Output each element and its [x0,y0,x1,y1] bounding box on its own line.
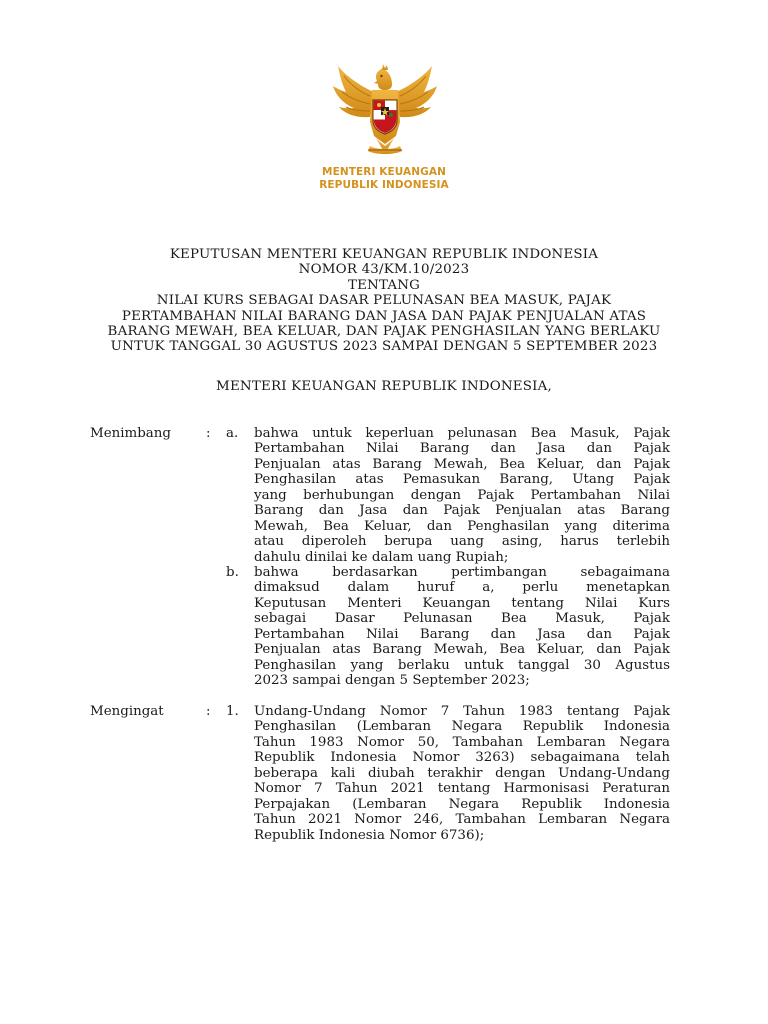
ministry-name-line1: MENTERI KEUANGAN [322,166,446,178]
text-line: Undang-Undang Nomor 7 Tahun 1983 tentang Pajak [254,704,670,719]
text-line: 2023 sampai dengan 5 September 2023; [254,673,530,689]
text-line: Keputusan Menteri Keuangan tentang Nilai Kurs [254,595,670,611]
garuda-pancasila-emblem-icon [330,62,440,158]
decree-title: KEPUTUSAN MENTERI KEUANGAN REPUBLIK INDONESIA [169,247,599,262]
text-line: Pertambahan Nilai Barang dan Jasa dan Pajak [254,626,670,642]
text-line: bahwa berdasarkan pertimbangan sebagaimana [254,565,670,580]
text-line: Republik Indonesia Nomor 3263) sebagaimana telah [254,750,670,766]
decree-header [60,247,708,355]
ministry-name-line2: REPUBLIK INDONESIA [319,179,449,191]
text-line: Tahun 2021 Nomor 246, Tambahan Lembaran Negara [254,812,670,828]
issuer-line: MENTERI KEUANGAN REPUBLIK INDONESIA, [216,379,552,394]
decree-subject-line: BARANG MEWAH, BEA KELUAR, DAN PAJAK PENGHASILAN YANG BERLAKU [107,324,661,340]
text-line: Tahun 1983 Nomor 50, Tambahan Lembaran Negara [254,734,670,750]
menimbang-item-b [254,565,670,689]
text-line: Republik Indonesia Nomor 6736); [254,827,485,843]
text-line: Penghasilan atas Pemasukan Barang, Utang Pajak [254,472,670,488]
menimbang-item-a [254,426,670,565]
text-line: Perpajakan (Lembaran Negara Republik Indonesia [254,796,670,812]
text-line: yang berhubungan dengan Pajak Pertambahan Nilai [254,487,670,503]
text-line: bahwa untuk keperluan pelunasan Bea Masuk, Pajak [254,426,670,441]
mengingat-item-marker: 1. [226,704,239,719]
menimbang-colon: : [206,426,211,441]
menimbang-item-marker: b. [226,565,239,580]
text-line: Penghasilan (Lembaran Negara Republik Indonesia [254,719,670,735]
text-line: Barang dan Jasa dan Pajak Penjualan atas Barang [254,503,670,519]
text-line: dahulu dinilai ke dalam uang Rupiah; [254,549,509,565]
text-line: Mewah, Bea Keluar, dan Penghasilan yang diterima [254,518,670,534]
mengingat-item-1 [254,704,670,843]
text-line: sebagai Dasar Pelunasan Bea Masuk, Pajak [254,611,670,627]
decree-number: NOMOR 43/KM.10/2023 [298,262,470,278]
decree-tentang: TENTANG [347,277,421,293]
menimbang-label: Menimbang [90,426,171,441]
text-line: Penjualan atas Barang Mewah, Bea Keluar, dan Pajak [254,456,670,472]
text-line: beberapa kali diubah terakhir dengan Undang-Undang [254,765,670,781]
decree-subject-line: UNTUK TANGGAL 30 AGUSTUS 2023 SAMPAI DENGAN 5 SEPTEMBER 2023 [110,339,658,355]
mengingat-colon: : [206,704,211,719]
text-line: Nomor 7 Tahun 2021 tentang Harmonisasi Peraturan [254,781,670,797]
text-line: Penghasilan yang berlaku untuk tanggal 30 Agustus [254,657,670,673]
menimbang-item-marker: a. [226,426,239,441]
mengingat-label: Mengingat [90,704,164,719]
letterhead [300,62,468,192]
text-line: Penjualan atas Barang Mewah, Bea Keluar, dan Pajak [254,642,670,658]
text-line: dimaksud dalam huruf a, perlu menetapkan [254,580,670,596]
text-line: atau diperoleh berupa uang asing, harus terlebih [254,534,670,550]
text-line: Pertambahan Nilai Barang dan Jasa dan Pajak [254,441,670,457]
decree-subject-line: NILAI KURS SEBAGAI DASAR PELUNASAN BEA MASUK, PAJAK [156,293,612,309]
decree-subject-line: PERTAMBAHAN NILAI BARANG DAN JASA DAN PAJAK PENJUALAN ATAS [121,308,647,324]
